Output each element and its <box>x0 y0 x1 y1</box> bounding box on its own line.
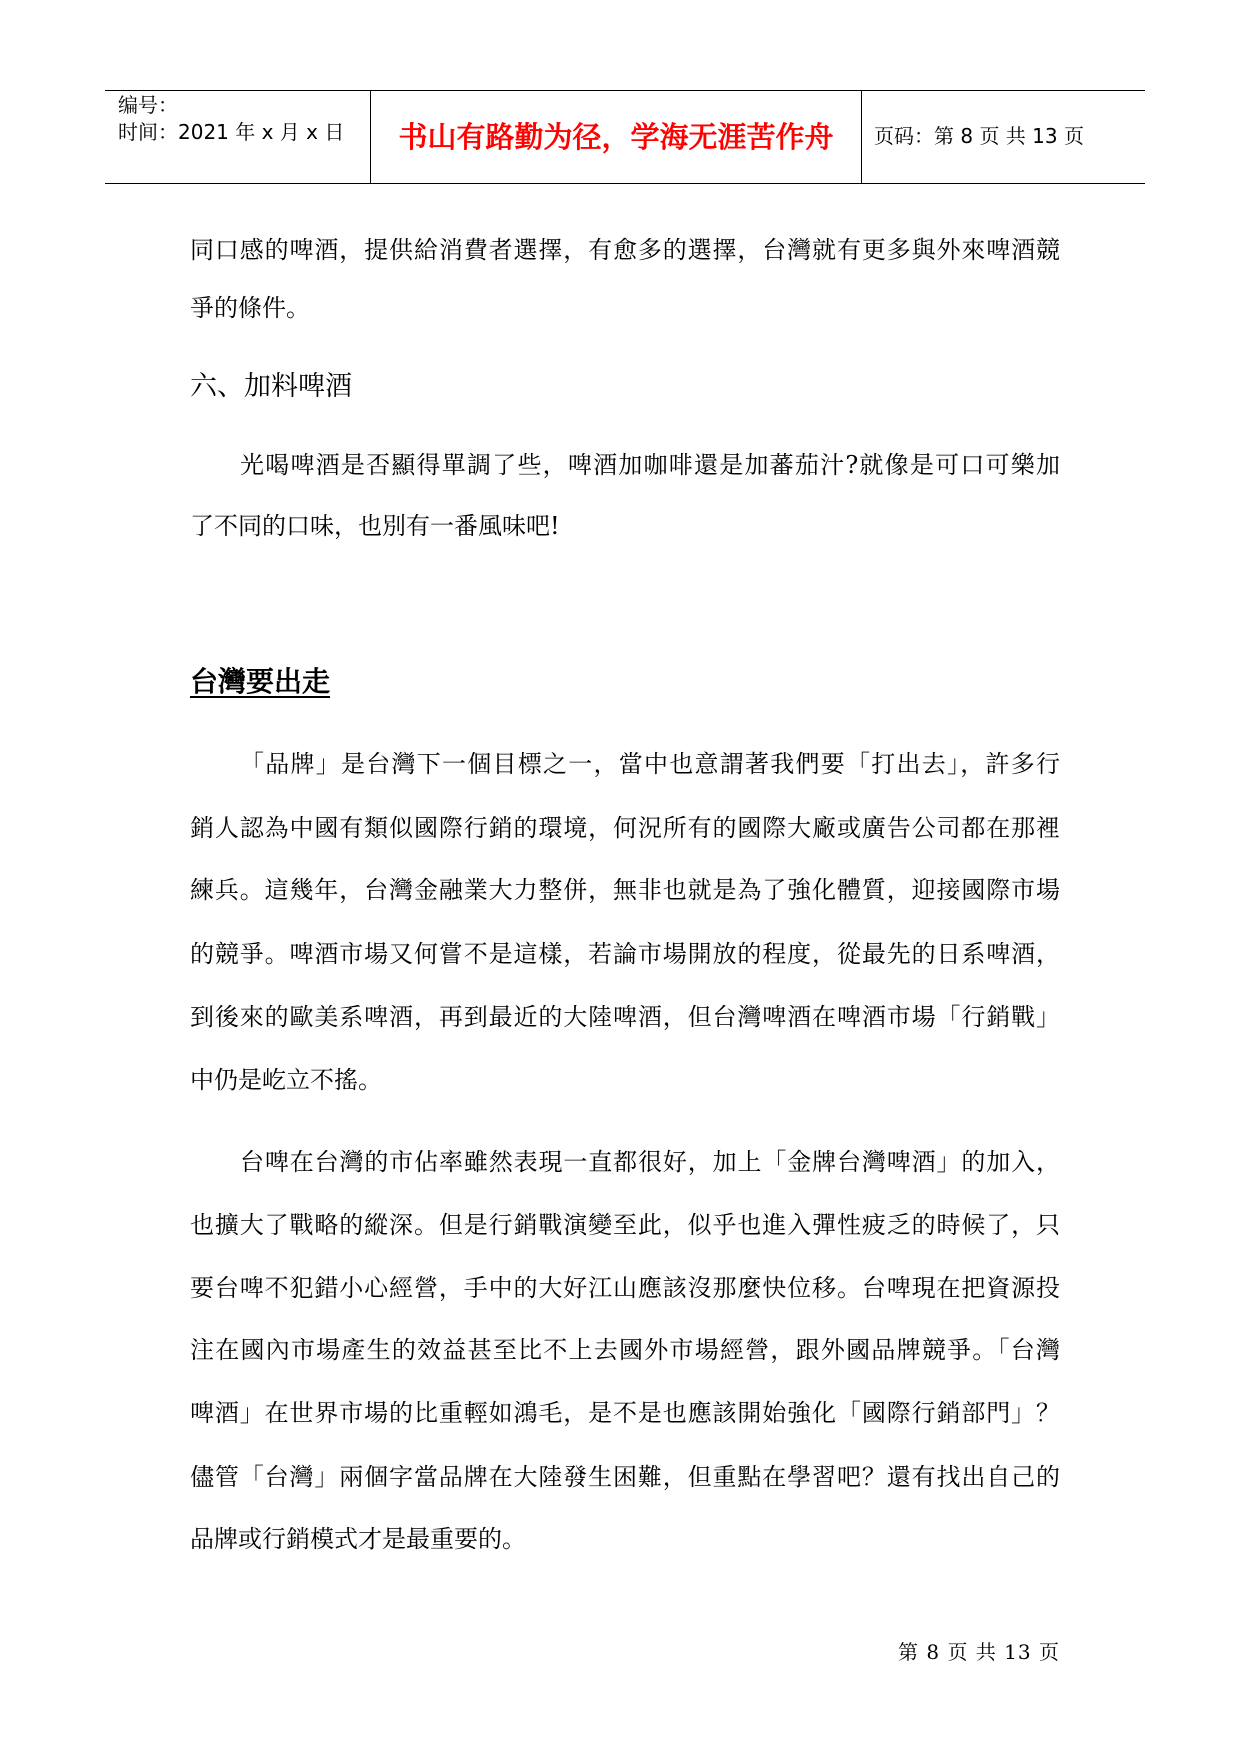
paragraph-line: 同口感的啤酒，提供給消費者選擇，有愈多的選擇，台灣就有更多與外來啤酒競 <box>190 236 1060 264</box>
paragraph-line: 要台啤不犯錯小心經營，手中的大好江山應該沒那麼快位移。台啤現在把資源投 <box>190 1274 1060 1302</box>
page-footer-number: 第 8 页 共 13 页 <box>898 1640 1060 1664</box>
paragraph-line: 光喝啤酒是否顯得單調了些，啤酒加咖啡還是加蕃茄汁?就像是可口可樂加 <box>240 451 1060 479</box>
paragraph-line: 品牌或行銷模式才是最重要的。 <box>190 1525 526 1553</box>
paragraph-line: 啤酒」在世界市場的比重輕如鴻毛，是不是也應該開始強化「國際行銷部門」？ <box>190 1399 1060 1427</box>
article-title: 台灣要出走 <box>190 665 331 698</box>
header-page-info: 页码：第 8 页 共 13 页 <box>874 124 1084 148</box>
paragraph-line: 練兵。這幾年，台灣金融業大力整併，無非也就是為了強化體質，迎接國際市場 <box>190 876 1060 904</box>
header-bottom-rule <box>105 183 1145 184</box>
section-heading: 六、加料啤酒 <box>190 371 352 402</box>
serial-number-label: 编号： <box>118 93 178 117</box>
paragraph-line: 儘管「台灣」兩個字當品牌在大陸發生困難，但重點在學習吧？還有找出自己的 <box>190 1463 1060 1491</box>
header-top-rule <box>105 90 1145 91</box>
paragraph-line: 到後來的歐美系啤酒，再到最近的大陸啤酒，但台灣啤酒在啤酒市場「行銷戰」 <box>190 1003 1060 1031</box>
paragraph-line: 銷人認為中國有類似國際行銷的環境，何況所有的國際大廠或廣告公司都在那裡 <box>190 814 1060 842</box>
paragraph-line: 也擴大了戰略的縱深。但是行銷戰演變至此，似乎也進入彈性疲乏的時候了，只 <box>190 1211 1060 1239</box>
paragraph-line: 注在國內市場產生的效益甚至比不上去國外市場經營，跟外國品牌競爭。「台灣 <box>190 1336 1060 1364</box>
paragraph-line: 的競爭。啤酒市場又何嘗不是這樣，若論市場開放的程度，從最先的日系啤酒， <box>190 940 1060 968</box>
date-label: 时间：2021 年 x 月 x 日 <box>118 120 345 144</box>
header-divider-right <box>861 90 862 183</box>
header-motto: 书山有路勤为径，学海无涯苦作舟 <box>398 120 834 154</box>
paragraph-line: 了不同的口味，也別有一番風味吧! <box>190 512 560 540</box>
paragraph-line: 爭的條件。 <box>190 294 310 322</box>
paragraph-line: 中仍是屹立不搖。 <box>190 1066 382 1094</box>
paragraph-line: 台啤在台灣的市佔率雖然表現一直都很好，加上「金牌台灣啤酒」的加入， <box>240 1148 1060 1176</box>
paragraph-line: 「品牌」是台灣下一個目標之一，當中也意謂著我們要「打出去」，許多行 <box>240 750 1060 778</box>
